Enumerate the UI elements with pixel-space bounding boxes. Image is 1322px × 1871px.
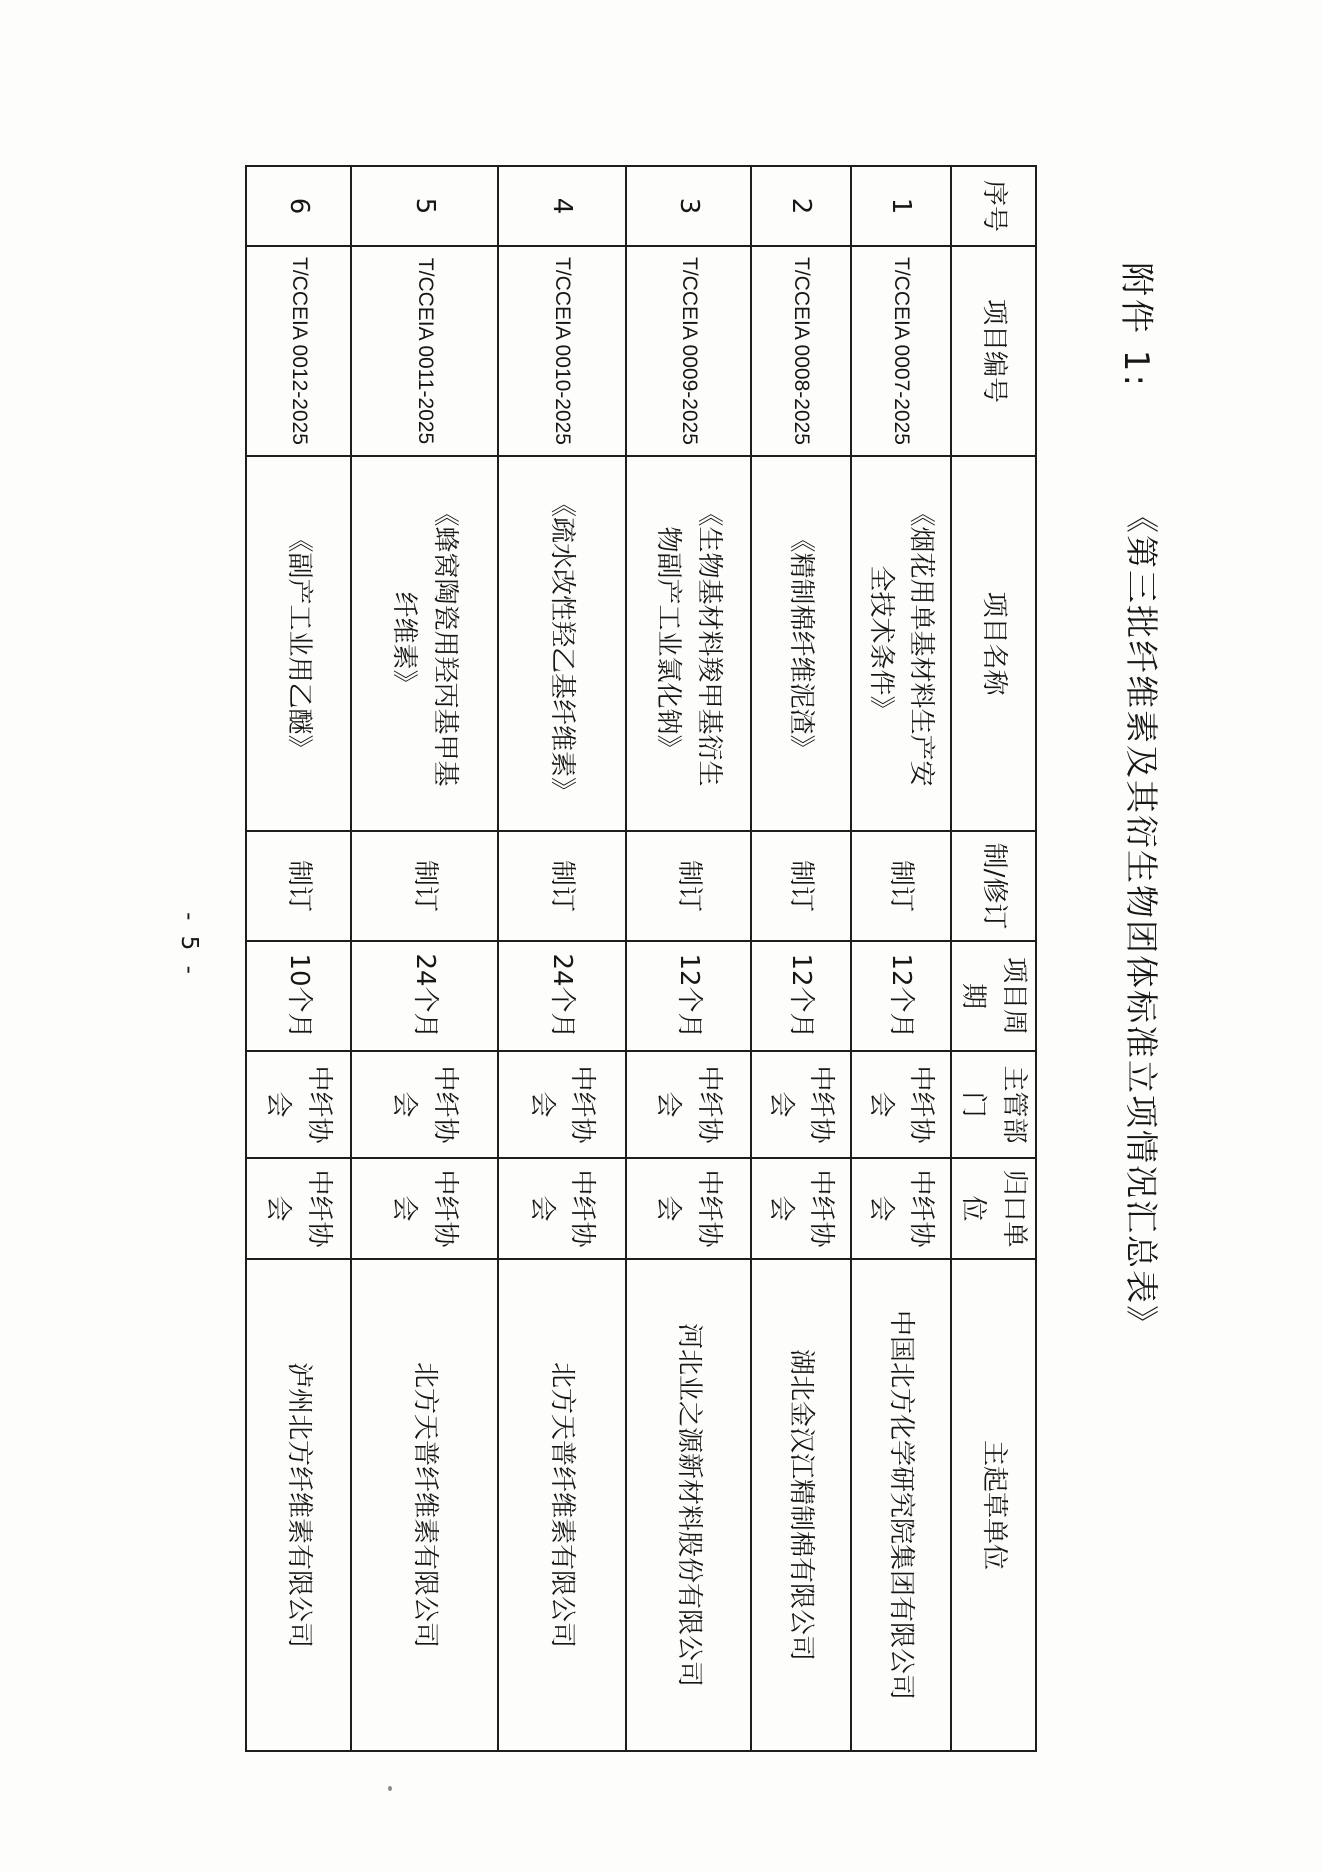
- table-cell: 中纤协会: [626, 1051, 751, 1158]
- column-header: 主起草单位: [951, 1259, 1036, 1751]
- scan-speck: [388, 1786, 392, 1791]
- table-cell: T/CCEIA 0012-2025: [246, 246, 351, 456]
- table-cell: 中纤协会: [498, 1051, 626, 1158]
- table-cell: 《副产工业用乙醚》: [246, 456, 351, 831]
- column-header: 项目编号: [951, 246, 1036, 456]
- table-cell: 中纤协会: [851, 1158, 951, 1259]
- table-cell: T/CCEIA 0007-2025: [851, 246, 951, 456]
- column-header: 项目名称: [951, 456, 1036, 831]
- column-header: 归口单位: [951, 1158, 1036, 1259]
- table-cell: 《生物基材料羧甲基衍生物副产工业氯化钠》: [626, 456, 751, 831]
- table-cell: 2: [751, 166, 851, 246]
- table-cell: 12个月: [851, 941, 951, 1051]
- table-cell: 中纤协会: [351, 1051, 498, 1158]
- table-cell: 《疏水改性羟乙基纤维素》: [498, 456, 626, 831]
- table-body: [246, 166, 951, 1751]
- table-cell: 4: [498, 166, 626, 246]
- table-cell: 制订: [751, 831, 851, 941]
- table-cell: T/CCEIA 0011-2025: [351, 246, 498, 456]
- table-cell: 《精制棉纤维泥渣》: [751, 456, 851, 831]
- table-cell: 《蜂窝陶瓷用羟丙基甲基纤维素》: [351, 456, 498, 831]
- table-cell: 北方天普纤维素有限公司: [498, 1259, 626, 1751]
- table-cell: 中国北方化学研究院集团有限公司: [851, 1259, 951, 1751]
- table-cell: 中纤协会: [246, 1158, 351, 1259]
- column-header: 主管部门: [951, 1051, 1036, 1158]
- table-cell: 制订: [851, 831, 951, 941]
- table-row: [498, 166, 626, 1751]
- table-cell: T/CCEIA 0009-2025: [626, 246, 751, 456]
- table-cell: 6: [246, 166, 351, 246]
- table-cell: 泸州北方纤维素有限公司: [246, 1259, 351, 1751]
- table-cell: T/CCEIA 0008-2025: [751, 246, 851, 456]
- page-number: - 5 -: [176, 912, 202, 978]
- table-cell: 中纤协会: [246, 1051, 351, 1158]
- table-cell: 湖北金汉江精制棉有限公司: [751, 1259, 851, 1751]
- table-row: [246, 166, 351, 1751]
- table-cell: 中纤协会: [751, 1051, 851, 1158]
- table-cell: 制订: [626, 831, 751, 941]
- column-header: 项目周期: [951, 941, 1036, 1051]
- table-cell: 3: [626, 166, 751, 246]
- table-cell: 5: [351, 166, 498, 246]
- table-cell: 制订: [351, 831, 498, 941]
- table-header-row: [951, 166, 1036, 1751]
- attachment-label: 附件 1:: [1116, 262, 1156, 389]
- table-cell: 河北业之源新材料股份有限公司: [626, 1259, 751, 1751]
- table-cell: 24个月: [498, 941, 626, 1051]
- column-header: 制/修订: [951, 831, 1036, 941]
- table-cell: 中纤协会: [751, 1158, 851, 1259]
- table-cell: T/CCEIA 0010-2025: [498, 246, 626, 456]
- table-cell: 中纤协会: [498, 1158, 626, 1259]
- table-cell: 《烟花用单基材料生产安全技术条件》: [851, 456, 951, 831]
- table-cell: 中纤协会: [626, 1158, 751, 1259]
- document-title: 《第三批纤维素及其衍生物团体标准立项情况汇总表》: [1122, 500, 1161, 1340]
- table-cell: 10个月: [246, 941, 351, 1051]
- table-cell: 中纤协会: [851, 1051, 951, 1158]
- table-cell: 24个月: [351, 941, 498, 1051]
- table-cell: 1: [851, 166, 951, 246]
- table-cell: 12个月: [626, 941, 751, 1051]
- table-row: [851, 166, 951, 1751]
- table-row: [626, 166, 751, 1751]
- table-cell: 12个月: [751, 941, 851, 1051]
- standards-table: [245, 165, 1037, 1752]
- table-cell: 制订: [246, 831, 351, 941]
- table-row: [751, 166, 851, 1751]
- table-cell: 北方天普纤维素有限公司: [351, 1259, 498, 1751]
- table-row: [351, 166, 498, 1751]
- column-header: 序号: [951, 166, 1036, 246]
- table-cell: 中纤协会: [351, 1158, 498, 1259]
- table-cell: 制订: [498, 831, 626, 941]
